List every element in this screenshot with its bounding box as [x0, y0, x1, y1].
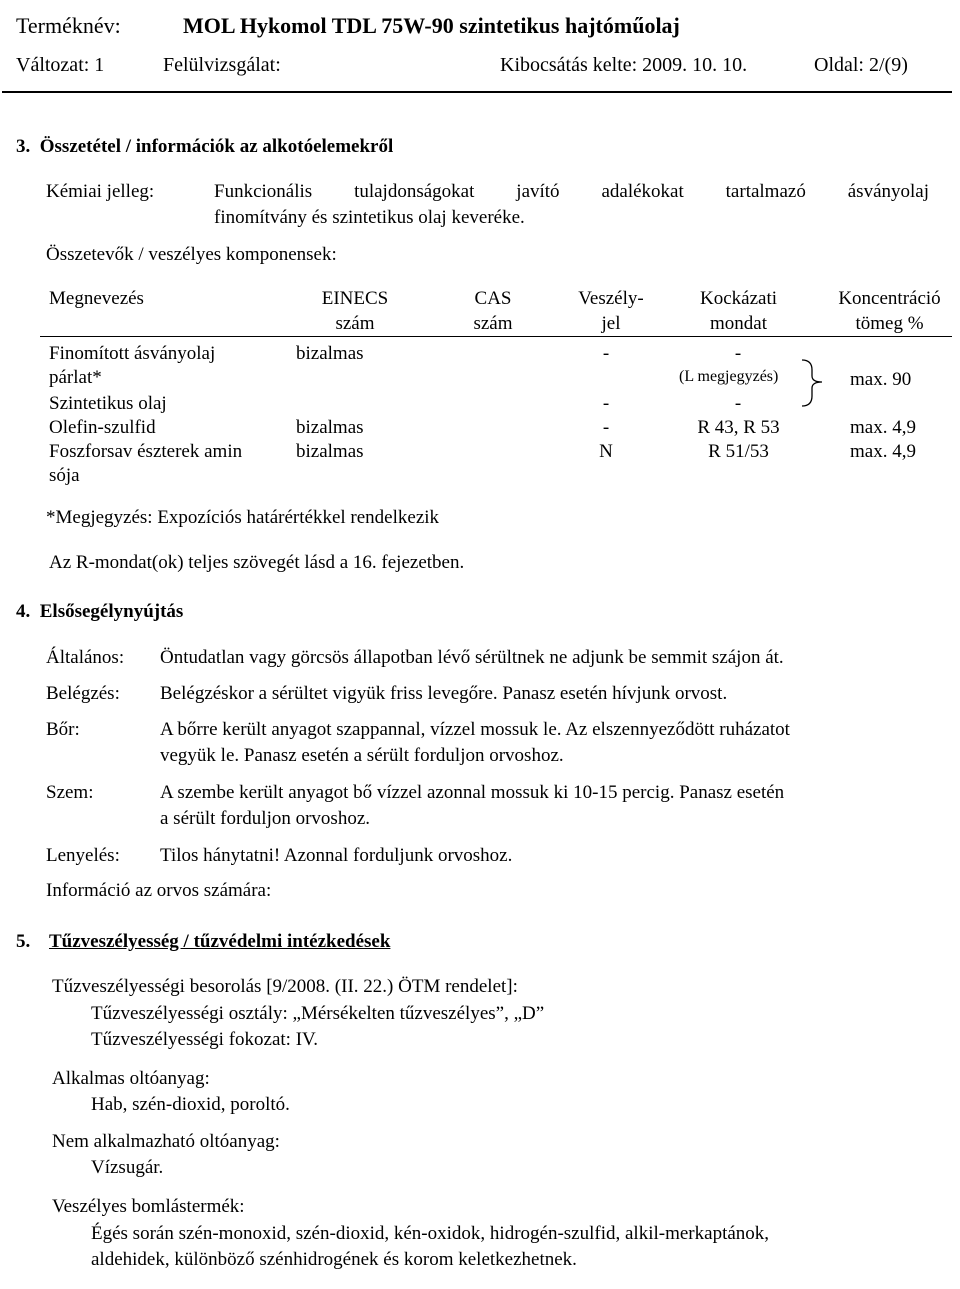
page-number: Oldal: 2/(9)	[814, 54, 908, 76]
col-conc-header: Koncentráció	[838, 288, 941, 309]
skin-text-2: vegyük le. Panasz esetén a sérült forduljon orvoshoz.	[160, 745, 564, 766]
chemical-nature-line1: Funkcionális tulajdonságokat javító adalékokat tartalmazó ásványolaj	[214, 181, 929, 202]
col-cas-header-2: szám	[473, 313, 513, 334]
row12-concentration: max. 90	[850, 369, 912, 390]
row1-name: Finomított ásványolaj	[49, 343, 216, 364]
decomposition-label: Veszélyes bomlástermék:	[52, 1196, 245, 1217]
suitable-extinguisher-label: Alkalmas oltóanyag:	[52, 1068, 210, 1089]
inhalation-label: Belégzés:	[46, 683, 120, 704]
col-risk-header-2: mondat	[710, 313, 767, 334]
row4-hazard: N	[599, 441, 613, 462]
row1-einecs: bizalmas	[296, 343, 364, 364]
col-risk-header: Kockázati	[699, 288, 777, 309]
eye-text-2: a sérült forduljon orvoshoz.	[160, 808, 371, 829]
unsuitable-extinguisher-label: Nem alkalmazható oltóanyag:	[52, 1131, 280, 1152]
section-5-title: Tűzveszélyesség / tűzvédelmi intézkedések	[49, 931, 391, 952]
table-header-rule	[40, 336, 952, 337]
r-phrase-reference: Az R-mondat(ok) teljes szövegét lásd a 16. fejezetben.	[49, 552, 465, 573]
fire-grade: Tűzveszélyességi fokozat: IV.	[91, 1029, 319, 1050]
col-einecs-header: EINECS	[321, 288, 389, 309]
row1-name-2: párlat*	[49, 367, 102, 388]
brace-icon	[800, 358, 826, 408]
doctor-info-label: Információ az orvos számára:	[46, 880, 272, 901]
col-einecs-header-2: szám	[335, 313, 375, 334]
table-footnote: *Megjegyzés: Expozíciós határértékkel rendelkezik	[46, 507, 440, 528]
row4-name-2: sója	[49, 465, 80, 486]
issue-date: Kibocsátás kelte: 2009. 10. 10.	[500, 54, 748, 76]
product-name-label: Terméknév:	[16, 13, 121, 38]
row1-risk: -	[734, 343, 742, 364]
inhalation-text: Belégzéskor a sérültet vigyük friss levegőre. Panasz esetén hívjunk orvost.	[160, 683, 728, 704]
suitable-extinguisher: Hab, szén-dioxid, poroltó.	[91, 1094, 290, 1115]
fire-class: Tűzveszélyességi osztály: „Mérsékelten tűzveszélyes”, „D”	[91, 1003, 545, 1024]
section-4-title: 4. Elsősegélynyújtás	[16, 601, 184, 622]
row2-name: Szintetikus olaj	[49, 393, 167, 414]
eye-label: Szem:	[46, 782, 94, 803]
decomposition-text-2: aldehidek, különböző szénhidrogének és korom keletkezhetnek.	[91, 1249, 577, 1270]
col-conc-header-2: tömeg %	[855, 313, 924, 334]
decomposition-text-1: Égés során szén-monoxid, szén-dioxid, kén-oxidok, hidrogén-szulfid, alkil-merkaptánok,	[91, 1223, 770, 1244]
ingestion-label: Lenyelés:	[46, 845, 120, 866]
col-cas-header: CAS	[474, 288, 512, 309]
components-heading: Összetevők / veszélyes komponensek:	[46, 244, 337, 265]
fire-classification: Tűzveszélyességi besorolás [9/2008. (II. 22.) ÖTM rendelet]:	[52, 976, 518, 997]
row3-risk: R 43, R 53	[697, 417, 780, 438]
product-name: MOL Hykomol TDL 75W-90 szintetikus hajtóműolaj	[183, 13, 680, 38]
col-name-header: Megnevezés	[49, 288, 144, 309]
version: Változat: 1	[16, 54, 105, 76]
row3-concentration: max. 4,9	[850, 417, 916, 438]
section-5-number: 5.	[16, 931, 31, 952]
section-3-title: 3. Összetétel / információk az alkotóelemekről	[16, 136, 394, 157]
col-hazard-header-2: jel	[601, 313, 621, 334]
chemical-nature-line2: finomítvány és szintetikus olaj keveréke.	[214, 207, 525, 228]
chemical-nature-label: Kémiai jelleg:	[46, 181, 155, 202]
row3-hazard: -	[602, 417, 610, 438]
row3-name: Olefin-szulfid	[49, 417, 156, 438]
skin-text-1: A bőrre került anyagot szappannal, vízzel mossuk le. Az elszennyeződött ruházatot	[160, 719, 790, 740]
row4-concentration: max. 4,9	[850, 441, 916, 462]
skin-label: Bőr:	[46, 719, 80, 740]
row2-risk: -	[734, 393, 742, 414]
row4-name: Foszforsav észterek amin	[49, 441, 243, 462]
revision-label: Felülvizsgálat:	[163, 54, 281, 76]
row4-risk: R 51/53	[708, 441, 769, 462]
row1-hazard: -	[602, 343, 610, 364]
eye-text-1: A szembe került anyagot bő vízzel azonnal mossuk ki 10-15 percig. Panasz esetén	[160, 782, 785, 803]
col-hazard-header: Veszély-	[578, 288, 644, 309]
row2-hazard: -	[602, 393, 610, 414]
row4-einecs: bizalmas	[296, 441, 364, 462]
unsuitable-extinguisher: Vízsugár.	[91, 1157, 164, 1178]
general-text: Öntudatlan vagy görcsös állapotban lévő sérültnek ne adjunk be semmit szájon át.	[160, 647, 784, 668]
row1-note: (L megjegyzés)	[679, 368, 779, 385]
row3-einecs: bizalmas	[296, 417, 364, 438]
ingestion-text: Tilos hánytatni! Azonnal forduljunk orvoshoz.	[160, 845, 513, 866]
header-divider	[2, 91, 952, 93]
general-label: Általános:	[46, 647, 125, 668]
